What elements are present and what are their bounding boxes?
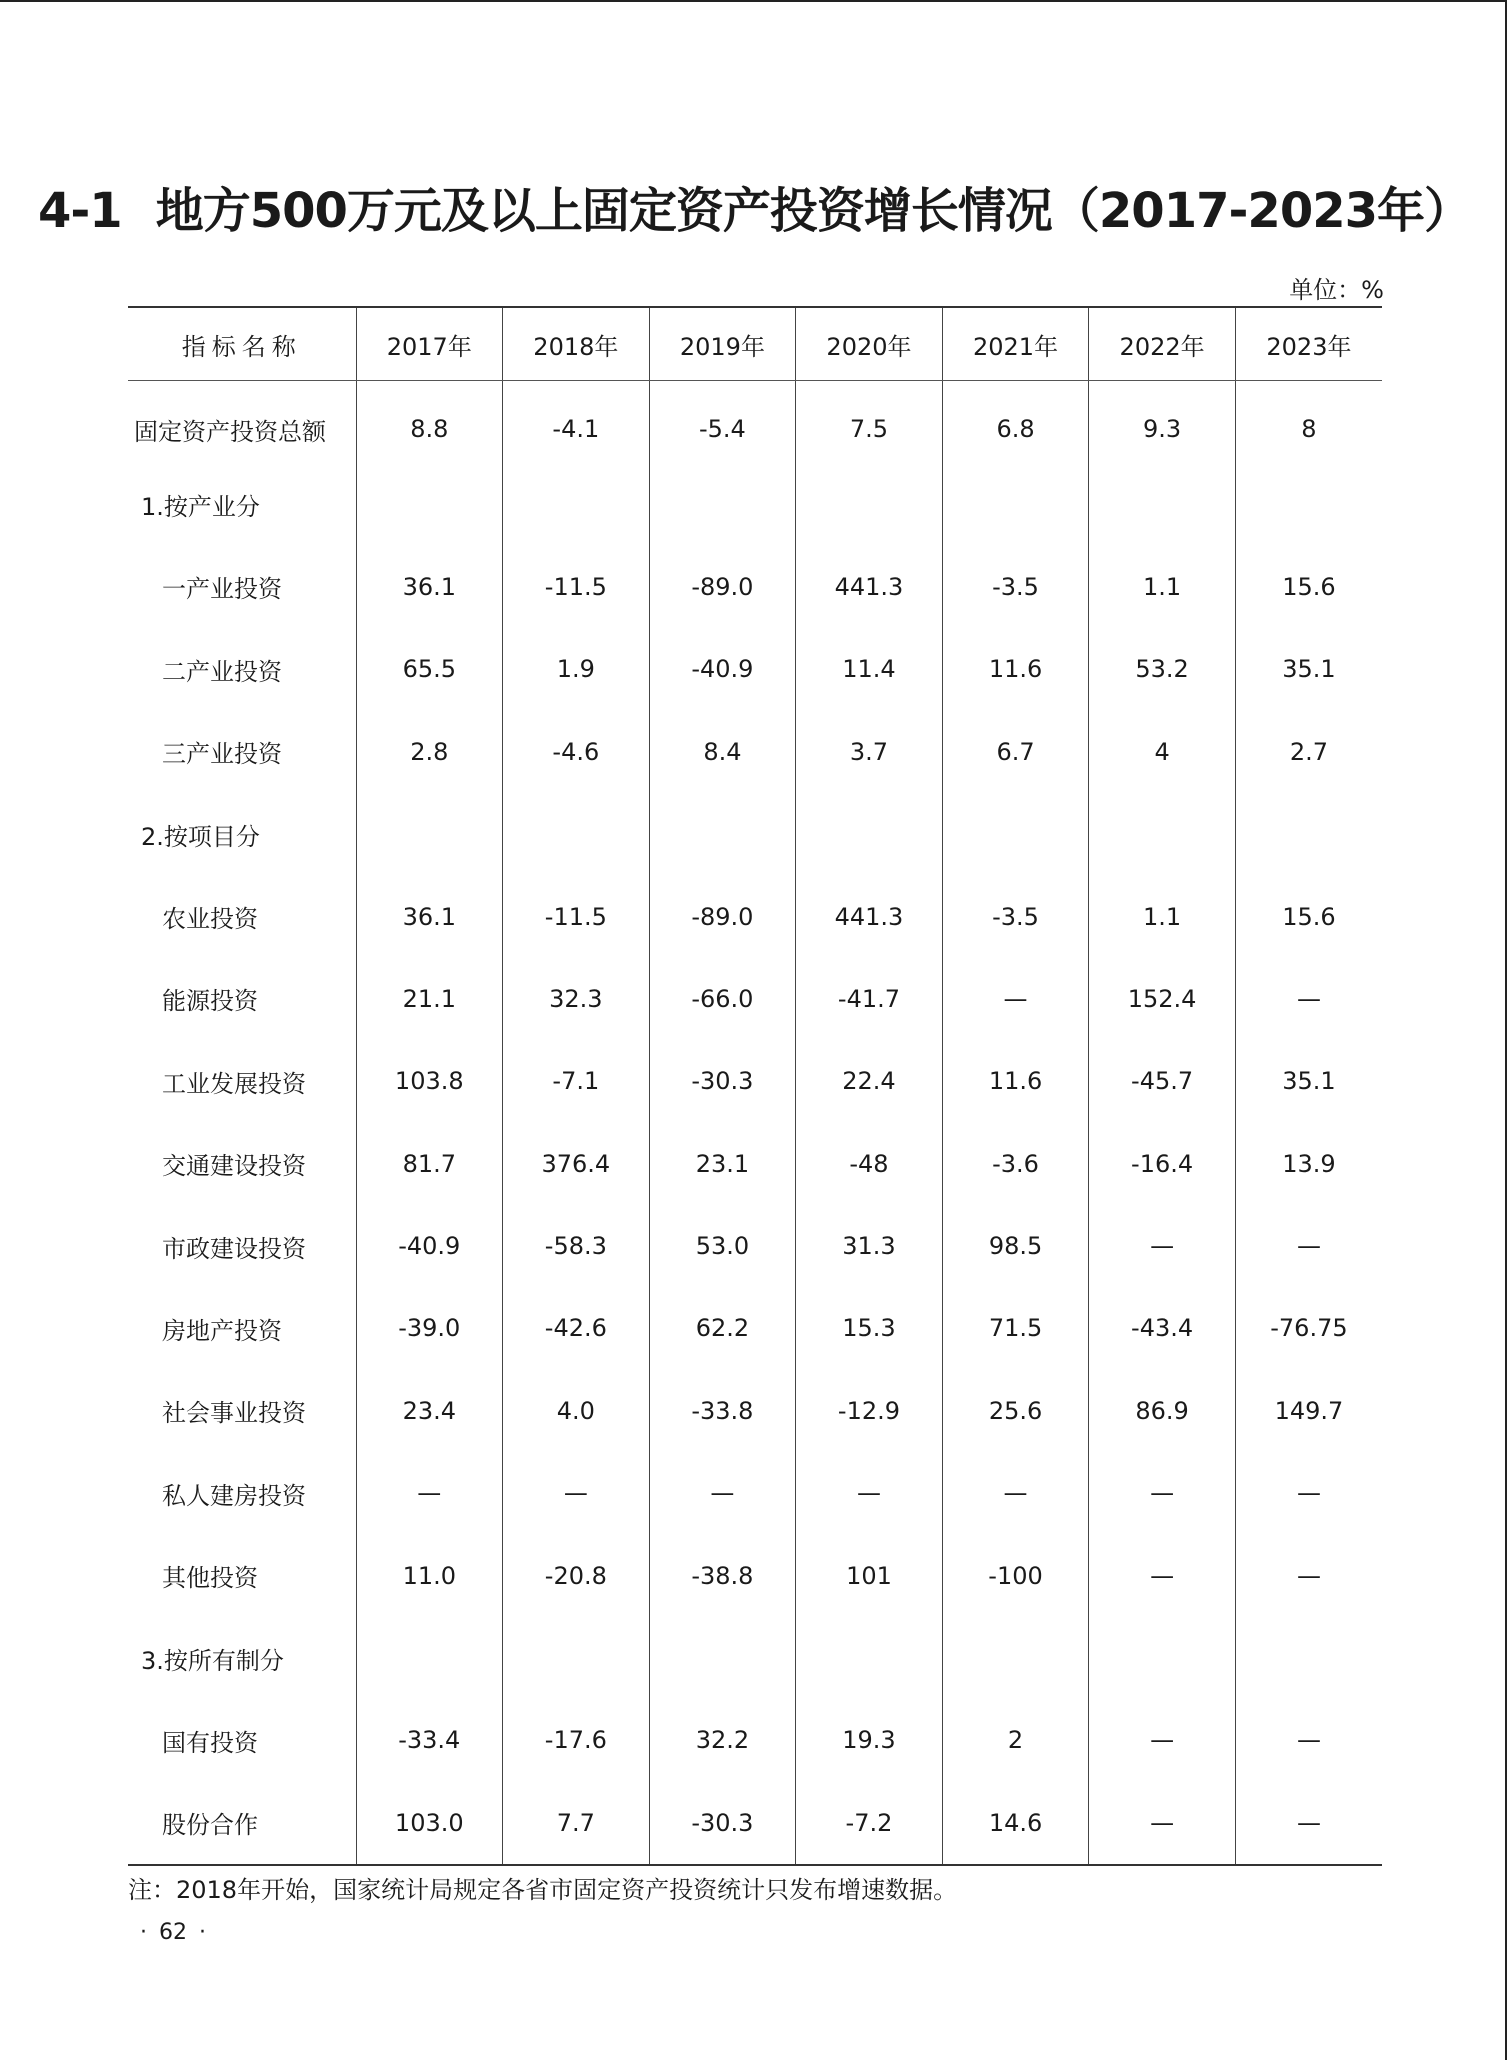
table-cell: 14.6 [942,1782,1089,1865]
table-cell: 101 [796,1534,943,1616]
table-cell: 23.4 [356,1370,503,1452]
table-row [128,1205,1382,1287]
table-cell: -38.8 [649,1534,796,1616]
header-row [128,307,1382,381]
row-label: 3.按所有制分 [141,1646,284,1675]
table-cell: 376.4 [503,1123,650,1205]
table-cell: -66.0 [649,958,796,1040]
table-cell: — [1235,1452,1382,1534]
table-cell: -39.0 [356,1287,503,1369]
table-cell: -40.9 [649,628,796,710]
table-cell [796,1617,943,1699]
table-cell [942,463,1089,545]
page-number-value: 62 [159,1920,187,1945]
table-row [128,1617,1382,1699]
table-cell [1089,1617,1236,1699]
table-cell: 25.6 [942,1370,1089,1452]
table-cell: 7.7 [503,1782,650,1865]
table-cell: 11.4 [796,628,943,710]
page-dot-left: · [140,1920,147,1945]
row-label: 一产业投资 [162,575,282,604]
table-cell: — [1089,1782,1236,1865]
table-cell: 35.1 [1235,628,1382,710]
table-cell: 4 [1089,711,1236,793]
table-row [128,1370,1382,1452]
row-label: 私人建房投资 [162,1481,306,1510]
table-cell [503,1617,650,1699]
table-cell: — [1235,1699,1382,1781]
table-cell: -30.3 [649,1040,796,1122]
table-cell: -40.9 [356,1205,503,1287]
table-cell: -7.2 [796,1782,943,1865]
table-number: 4-1 [37,183,122,239]
table-cell [1235,463,1382,545]
table-cell: 103.0 [356,1782,503,1865]
table-row [128,1452,1382,1534]
column-header-year: 2021年 [942,307,1089,381]
table-cell: — [1089,1534,1236,1616]
table-cell: 441.3 [796,875,943,957]
page-dot-right: · [199,1920,206,1945]
table-cell: 1.1 [1089,546,1236,628]
table-cell: -5.4 [649,381,796,464]
table-cell: -11.5 [503,546,650,628]
table-cell: — [1089,1699,1236,1781]
table-cell: 19.3 [796,1699,943,1781]
table-cell: 7.5 [796,381,943,464]
table-cell: -4.1 [503,381,650,464]
table-cell [649,1617,796,1699]
table-cell: 2.8 [356,711,503,793]
table-cell: — [503,1452,650,1534]
table-cell: — [1235,1782,1382,1865]
table-cell: -42.6 [503,1287,650,1369]
row-label: 房地产投资 [162,1316,282,1345]
table-cell: — [1235,958,1382,1040]
table-cell: 6.8 [942,381,1089,464]
table-cell: 21.1 [356,958,503,1040]
row-label: 工业发展投资 [162,1069,306,1098]
table-cell: 81.7 [356,1123,503,1205]
row-label: 二产业投资 [162,657,282,686]
table-cell: -89.0 [649,875,796,957]
column-header-year: 2023年 [1235,307,1382,381]
column-header-year: 2018年 [503,307,650,381]
table-cell: -89.0 [649,546,796,628]
table-cell: 36.1 [356,875,503,957]
table-row [128,1123,1382,1205]
table-row [128,628,1382,710]
table-cell: 11.6 [942,1040,1089,1122]
table-cell: -43.4 [1089,1287,1236,1369]
table-cell: 11.0 [356,1534,503,1616]
table-cell: — [649,1452,796,1534]
table-cell: -33.4 [356,1699,503,1781]
table-cell: 31.3 [796,1205,943,1287]
column-header-year: 2019年 [649,307,796,381]
row-label: 交通建设投资 [162,1152,306,1181]
table-cell: 11.6 [942,628,1089,710]
table-cell [649,463,796,545]
table-cell: 53.2 [1089,628,1236,710]
row-label: 能源投资 [162,987,258,1016]
row-label: 国有投资 [162,1728,258,1757]
table-cell: -48 [796,1123,943,1205]
table-cell: 149.7 [1235,1370,1382,1452]
table-cell: -100 [942,1534,1089,1616]
table-cell: -30.3 [649,1782,796,1865]
table-cell: -16.4 [1089,1123,1236,1205]
table-cell [796,463,943,545]
table-row [128,463,1382,545]
table-cell [503,463,650,545]
table-row [128,1534,1382,1616]
table-cell: 8 [1235,381,1382,464]
table-row [128,1287,1382,1369]
table-cell [356,463,503,545]
row-label: 三产业投资 [162,740,282,769]
table-cell: 1.9 [503,628,650,710]
table-cell: -17.6 [503,1699,650,1781]
table-row [128,958,1382,1040]
table-cell [1089,793,1236,875]
row-label: 农业投资 [162,905,258,934]
table-cell: -76.75 [1235,1287,1382,1369]
table-cell: -12.9 [796,1370,943,1452]
table-cell: 6.7 [942,711,1089,793]
table-cell: 23.1 [649,1123,796,1205]
row-label: 2.按项目分 [141,822,260,851]
table-cell: -3.6 [942,1123,1089,1205]
row-label: 股份合作 [128,1782,356,1865]
table-row [128,875,1382,957]
table-cell: 71.5 [942,1287,1089,1369]
unit-label: 单位：% [1289,276,1384,304]
table-row [128,711,1382,793]
table-row [128,1782,1382,1865]
table-cell: — [356,1452,503,1534]
table-cell: -3.5 [942,546,1089,628]
table-cell [356,793,503,875]
table-cell: -58.3 [503,1205,650,1287]
table-cell: — [942,958,1089,1040]
table-cell [1235,793,1382,875]
table-row [128,546,1382,628]
table-cell: -7.1 [503,1040,650,1122]
column-header-year: 2017年 [356,307,503,381]
table-cell: -41.7 [796,958,943,1040]
table-cell: 152.4 [1089,958,1236,1040]
table-row [128,1040,1382,1122]
row-label: 社会事业投资 [162,1399,306,1428]
table-cell [1235,1617,1382,1699]
table-cell: 103.8 [356,1040,503,1122]
table-cell: 32.2 [649,1699,796,1781]
table-cell: -33.8 [649,1370,796,1452]
table-cell: 15.6 [1235,875,1382,957]
table-title-text: 地方500万元及以上固定资产投资增长情况（2017-2023年） [155,183,1472,239]
table-cell: 65.5 [356,628,503,710]
table-cell [796,793,943,875]
page-number [128,1920,218,1945]
table-cell: 8.4 [649,711,796,793]
footnote: 注：2018年开始，国家统计局规定各省市固定资产投资统计只发布增速数据。 [128,1876,958,1904]
table-cell: — [1235,1205,1382,1287]
table-cell: 36.1 [356,546,503,628]
table-cell: 9.3 [1089,381,1236,464]
table-row [128,381,1382,464]
table-cell: — [1089,1205,1236,1287]
table-cell: 22.4 [796,1040,943,1122]
table-cell: -20.8 [503,1534,650,1616]
table-row [128,793,1382,875]
table-cell: 2.7 [1235,711,1382,793]
table-cell: 4.0 [503,1370,650,1452]
table-cell: 2 [942,1699,1089,1781]
table-cell: — [942,1452,1089,1534]
row-label: 其他投资 [162,1564,258,1593]
table-cell [649,793,796,875]
table-cell [356,1617,503,1699]
table-cell: 8.8 [356,381,503,464]
table-cell: 86.9 [1089,1370,1236,1452]
row-label: 1.按产业分 [141,493,260,522]
table-cell: 62.2 [649,1287,796,1369]
table-cell: -3.5 [942,875,1089,957]
table-cell: 441.3 [796,546,943,628]
row-label: 固定资产投资总额 [134,417,326,446]
table-cell: 53.0 [649,1205,796,1287]
table-body [128,381,1382,1866]
data-table [128,306,1382,1866]
table-cell: — [796,1452,943,1534]
table-cell: 98.5 [942,1205,1089,1287]
column-header-year: 2020年 [796,307,943,381]
table-cell [942,793,1089,875]
table-cell: 35.1 [1235,1040,1382,1122]
table-cell: 3.7 [796,711,943,793]
table-cell: 1.1 [1089,875,1236,957]
table-cell: 13.9 [1235,1123,1382,1205]
table-cell [942,1617,1089,1699]
table-cell: 15.6 [1235,546,1382,628]
table-cell: — [1089,1452,1236,1534]
table-cell: 32.3 [503,958,650,1040]
column-header-indicator: 指标名称 [128,307,356,381]
table-row [128,1699,1382,1781]
table-cell: 15.3 [796,1287,943,1369]
table-cell: — [1235,1534,1382,1616]
column-header-year: 2022年 [1089,307,1236,381]
page-title [0,178,1509,244]
table-cell [503,793,650,875]
table-cell [1089,463,1236,545]
table-cell: -11.5 [503,875,650,957]
table-cell: -4.6 [503,711,650,793]
row-label: 市政建设投资 [162,1234,306,1263]
table-cell: -45.7 [1089,1040,1236,1122]
